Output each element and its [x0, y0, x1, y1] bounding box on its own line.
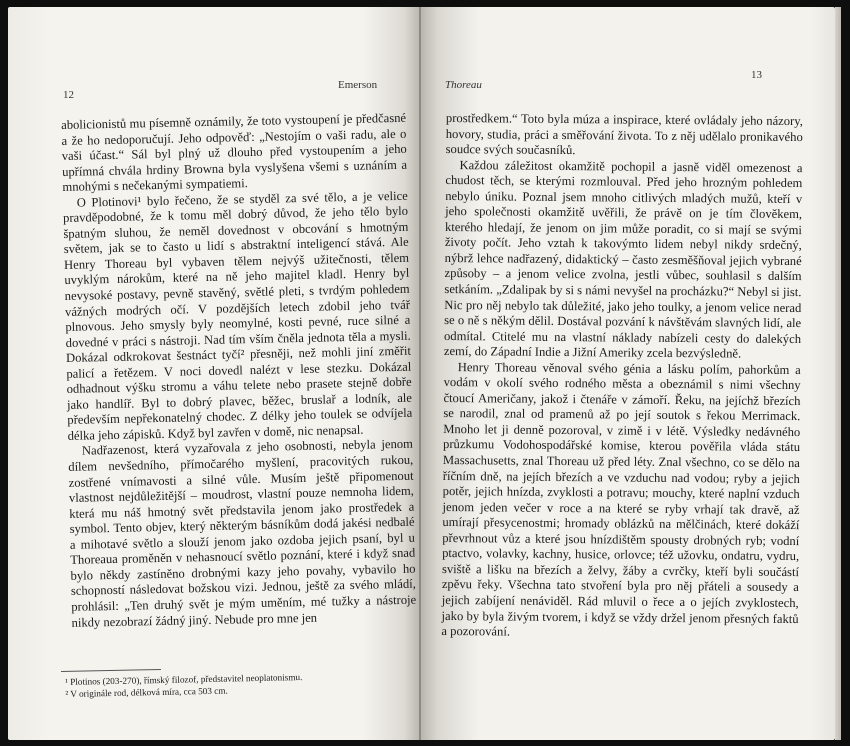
page-edge [835, 7, 841, 740]
page-number-right: 13 [751, 69, 762, 81]
paragraph: Nadřazenost, která vyzařovala z jeho osobnosti, nebyla jenom dílem nevšedního, přímočarého myšlení, pracovitých rukou, zostřené vnímavosti a silné vůle. Musím ještě připomenout vlastnost nejdůležitější – moudrost, vlastní pouze nemnoha lidem, která mu náš hmotný svět představila jenom jako prostředek a symbol. Tento objev, který některým básníkům dodá jakési nedbalé a mihotavé světlo a slouží jenom jako ozdoba jejich psaní, byl u Thoreaua proměněn v nehasnoucí světlo poznání, které i když snad bylo někdy zastíněno drobnými kazy jeho povahy, vybavilo ho schopností následovat božskou vizi. Jednou, ještě za svého mládí, prohlásil: „Ten druhý svět je mým uměním, mé tužky a nástroje nikdy nezobrazí žádný jiný. Nebude pro mne jen [68, 437, 417, 630]
paragraph: abolicionistů mu písemně oznámily, že toto vystoupení je předčasné a že ho nedoporučují. Jeho odpověď: „Nestojím o vaši radu, ale o vaši účast.“ Sál byl plný už dlouho před vystoupením a jeho upřímná chvála hrdiny Browna byla vyslyšena všemi s uznáním a mnohými s nečekanými sympatiemi. [61, 110, 408, 195]
paragraph: O Plotinovi¹ bylo řečeno, že se styděl za své tělo, a je velice pravděpodobné, že k tomu měl dobrý důvod, že jeho tělo bylo špatným sluhou, že neměl dovednost v obcování s hmotným světem, jak se to často u lidí s abstraktní inteligencí stává. Ale Henry Thoreau byl vybaven tělem nejvýš užitečnosti, tělem uvyklým nárokům, které na ně jeho majitel kladl. Henry byl nevysoké postavy, pevně stavěný, světlé pleti, s tvrdým pohledem vážných modrých očí. V pozdějších letech zdobil jeho tvář plnovous. Jeho smysly byly neomylné, kosti pevné, ruce silné a dovedné v práci s nástroji. Nad tím vším čněla jednota těla a mysli. Dokázal odkrokovat šestnáct tyčí² přesněji, než mohli jiní změřit palicí a řetězem. V noci dovedl nalézt v lese stezku. Dokázal odhadnout výšku stromu a váhu telete nebo prasete stejně dobře jako handlíř. Byl to dobrý plavec, běžec, bruslař a lodník, ale především nepřekonatelný chodec. Z délky jeho toulek se odvíjela délka jeho zápisků. Když byl zavřen v domě, nic nenapsal. [62, 188, 413, 443]
left-body-text [61, 111, 417, 631]
running-head-left: Emerson [338, 79, 378, 91]
footnote: ¹ Plotinos (203-270), římský filozof, představitel neoplatonismu. [65, 672, 303, 687]
footnote: ² V originále rod, délková míra, cca 503 cm. [65, 685, 228, 699]
footnote-rule [61, 669, 161, 672]
running-head-right: Thoreau [445, 79, 482, 91]
right-page [421, 7, 835, 740]
left-page [8, 7, 421, 740]
footnotes [65, 669, 395, 700]
paragraph: prostředkem.“ Toto byla múza a inspirace, které ovládaly jeho názory, hovory, studia, práci a směřování života. To z něj udělalo pronikavého soudce svých současníků. [445, 111, 803, 158]
page-number-left: 12 [63, 89, 74, 101]
right-body-text [441, 111, 803, 643]
paragraph: Každou záležitost okamžitě pochopil a jasně viděl omezenost a chudost těch, se kterými rozmlouval. Před jeho hrozným pohledem nebylo úniku. Poznal jsem mnoho citlivých mladých mužů, kteří v jeho společnosti okamžitě uvěřili, že právě on je tím člověkem, kterého hledají, že jenom on jim může poradit, co si mají se svými životy počít. Jeho vztah k takovýmto lidem nebyl nikdy srdečný, nýbrž lehce nadřazený, didaktický – často zesměšňoval jejich vybrané způsoby – a jenom velice zvolna, jestli vůbec, souhlasil s dalším setkáním. „Zdalipak by si s námi nevyšel na procházku?“ Nebyl si jist. Nic pro něj nebylo tak důležité, jako jeho toulky, a jenom velice nerad se o ně s někým dělil. Dostával pozvání k návštěvám slavných lidí, ale odmítal. Ctitelé mu na vlastní náklady nabízeli cesty do dalekých zemí, do Západní Indie a Jižní Ameriky zcela bezvýsledně. [443, 157, 803, 361]
paragraph: Henry Thoreau věnoval svého génia a lásku polím, pahorkům a vodám v okolí svého rodného města a obeznámil s nimi všechny čtoucí Američany, jakož i čtenáře v zámoří. Řeku, na jejíchž březích se narodil, znal od pramenů až po její soutok s řekou Merrimack. Mnoho let ji denně pozoroval, v zimě i v létě. Výsledky nedávného průzkumu Vodohospodářské komise, kterou pověřila vláda státu Massachusetts, znal Thoreau už před léty. Znal všechno, co se dělo na říčním dně, na jejích březích a ve vzduchu nad vodou; ryby a jejich potěr, jejich hnízda, zvyklosti a potravu; mouchy, které naplní vzduch jenom jeden večer v roce a na které se ryby vrhají tak dravě, až umírají přesycenostmi; hromady oblázků na mělčinách, které dokáží převrhnout vůz a které jsou hnízdištěm spousty drobných ryb; vodní ptactvo, volavky, kachny, husice, orlovce; též užovku, ondatru, vydru, sviště a lišku na březích a želvy, žáby a cvrčky, kteří byli součástí zpěvu řeky. Všechna tato stvoření byla pro něj přáteli a sousedy a jejich zabíjení nenáviděl. Rád mluvil o řece a o jejích zvyklostech, jako by byla živým tvorem, i když se vždy držel jenom přesných faktů a pozorování. [441, 359, 801, 639]
